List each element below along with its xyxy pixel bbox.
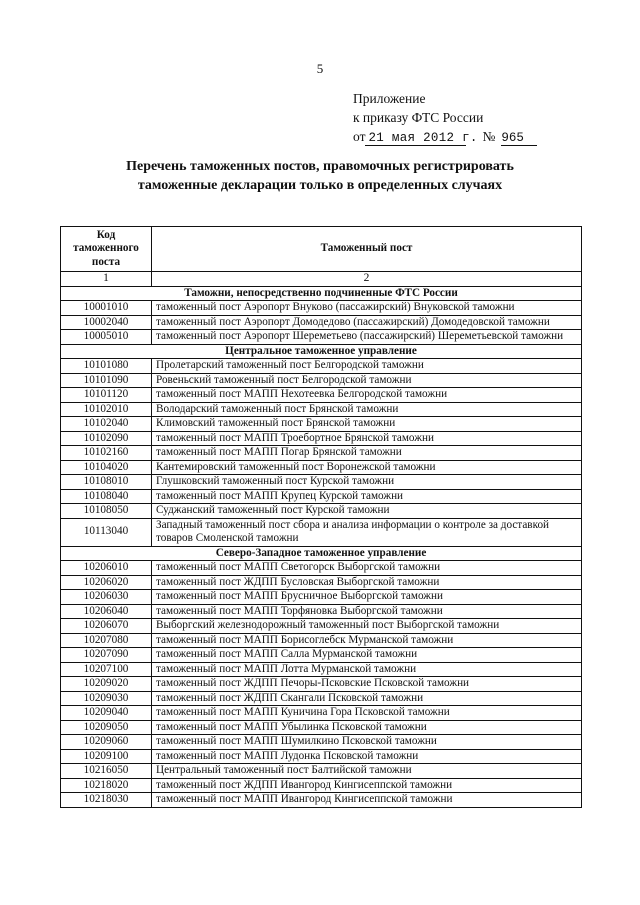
appendix-header <box>353 89 537 146</box>
post-code: 10207100 <box>61 662 152 677</box>
order-number-label: № <box>482 129 496 144</box>
post-name: таможенный пост МАПП Убылинка Псковской таможни <box>152 720 582 735</box>
column-header-code-line: таможенного <box>73 242 139 255</box>
post-name: таможенный пост МАПП Борисоглебск Мурманской таможни <box>152 633 582 648</box>
table-row <box>61 735 582 750</box>
post-code: 10005010 <box>61 330 152 345</box>
table-row <box>61 575 582 590</box>
appendix-line-1: Приложение <box>353 91 426 106</box>
column-header-code-line: поста <box>91 255 121 268</box>
table-row <box>61 373 582 388</box>
post-code: 10101080 <box>61 359 152 374</box>
section-title: Центральное таможенное управление <box>61 344 582 359</box>
post-code: 10102090 <box>61 431 152 446</box>
order-date-prefix: от <box>353 129 366 144</box>
customs-posts-table <box>60 226 582 808</box>
post-name: Пролетарский таможенный пост Белгородской таможни <box>152 359 582 374</box>
post-name: Западный таможенный пост сбора и анализа информации о контроле за доставкой товаров Смоленской таможни <box>152 518 582 546</box>
post-code: 10002040 <box>61 315 152 330</box>
post-name: таможенный пост МАПП Ивангород Кингисеппской таможни <box>152 793 582 808</box>
column-number: 1 <box>61 272 152 287</box>
post-code: 10108040 <box>61 489 152 504</box>
table-row <box>61 301 582 316</box>
table-row <box>61 691 582 706</box>
post-name: таможенный пост Аэропорт Шереметьево (пассажирский) Шереметьевской таможни <box>152 330 582 345</box>
table-row <box>61 388 582 403</box>
post-name: Климовский таможенный пост Брянской таможни <box>152 417 582 432</box>
document-title-line-2: таможенные декларации только в определенных случаях <box>137 178 503 193</box>
post-code: 10206040 <box>61 604 152 619</box>
section-title: Северо-Западное таможенное управление <box>61 546 582 561</box>
post-code: 10001010 <box>61 301 152 316</box>
post-name: таможенный пост МАПП Куничина Гора Псковской таможни <box>152 706 582 721</box>
table-row <box>61 749 582 764</box>
column-header-code-line: Код <box>96 228 116 241</box>
post-name: Глушковский таможенный пост Курской таможни <box>152 475 582 490</box>
table-row <box>61 764 582 779</box>
table-row <box>61 475 582 490</box>
table-row <box>61 460 582 475</box>
table-row <box>61 504 582 519</box>
post-name: таможенный пост МАПП Крупец Курской таможни <box>152 489 582 504</box>
section-title: Таможни, непосредственно подчиненные ФТС России <box>61 286 582 301</box>
post-name: таможенный пост МАПП Нехотеевка Белгородской таможни <box>152 388 582 403</box>
table-row <box>61 330 582 345</box>
post-name: Кантемировский таможенный пост Воронежской таможни <box>152 460 582 475</box>
post-name: таможенный пост ЖДПП Скангали Псковской таможни <box>152 691 582 706</box>
post-name: Суджанский таможенный пост Курской таможни <box>152 504 582 519</box>
column-header-code <box>61 227 152 272</box>
post-name: таможенный пост ЖДПП Ивангород Кингисеппской таможни <box>152 778 582 793</box>
table-row <box>61 677 582 692</box>
post-name: таможенный пост МАПП Салла Мурманской таможни <box>152 648 582 663</box>
appendix-line-2: к приказу ФТС России <box>353 110 484 125</box>
section-header-row <box>61 546 582 561</box>
order-number: 965 <box>501 131 537 146</box>
table-row <box>61 604 582 619</box>
table-row <box>61 778 582 793</box>
table-row <box>61 402 582 417</box>
section-header-row <box>61 286 582 301</box>
table-row <box>61 793 582 808</box>
post-code: 10101090 <box>61 373 152 388</box>
post-name: Центральный таможенный пост Балтийской таможни <box>152 764 582 779</box>
post-code: 10209050 <box>61 720 152 735</box>
post-name: таможенный пост МАПП Шумилкино Псковской таможни <box>152 735 582 750</box>
post-code: 10206070 <box>61 619 152 634</box>
table-row <box>61 518 582 546</box>
post-code: 10102010 <box>61 402 152 417</box>
table-row <box>61 417 582 432</box>
post-name: таможенный пост ЖДПП Бусловская Выборгской таможни <box>152 575 582 590</box>
table-row <box>61 619 582 634</box>
post-name: таможенный пост Аэропорт Внуково (пассажирский) Внуковской таможни <box>152 301 582 316</box>
table-row <box>61 720 582 735</box>
table-row <box>61 359 582 374</box>
post-name: таможенный пост МАПП Троебортное Брянской таможни <box>152 431 582 446</box>
post-name: таможенный пост МАПП Погар Брянской таможни <box>152 446 582 461</box>
post-name: Ровеньский таможенный пост Белгородской таможни <box>152 373 582 388</box>
table-row <box>61 431 582 446</box>
post-name: таможенный пост Аэропорт Домодедово (пассажирский) Домодедовской таможни <box>152 315 582 330</box>
table-row <box>61 662 582 677</box>
post-name: таможенный пост МАПП Торфяновка Выборгской таможни <box>152 604 582 619</box>
document-title-line-1: Перечень таможенных постов, правомочных регистрировать <box>126 159 514 174</box>
post-code: 10206020 <box>61 575 152 590</box>
post-name: таможенный пост МАПП Лотта Мурманской таможни <box>152 662 582 677</box>
column-number: 2 <box>152 272 582 287</box>
table-row <box>61 648 582 663</box>
section-header-row <box>61 344 582 359</box>
post-code: 10207080 <box>61 633 152 648</box>
post-code: 10101120 <box>61 388 152 403</box>
post-code: 10108010 <box>61 475 152 490</box>
table-row <box>61 706 582 721</box>
post-code: 10216050 <box>61 764 152 779</box>
post-code: 10102160 <box>61 446 152 461</box>
post-name: таможенный пост МАПП Лудонка Псковской таможни <box>152 749 582 764</box>
post-code: 10113040 <box>61 518 152 546</box>
table-row <box>61 590 582 605</box>
post-code: 10209030 <box>61 691 152 706</box>
post-code: 10209060 <box>61 735 152 750</box>
document-title <box>0 157 640 195</box>
column-number-row <box>61 272 582 287</box>
page-number: 5 <box>316 61 324 76</box>
post-name: таможенный пост ЖДПП Печоры-Псковские Псковской таможни <box>152 677 582 692</box>
post-code: 10209040 <box>61 706 152 721</box>
post-code: 10218030 <box>61 793 152 808</box>
post-name: таможенный пост МАПП Светогорск Выборгской таможни <box>152 561 582 576</box>
table-row <box>61 561 582 576</box>
post-code: 10206030 <box>61 590 152 605</box>
table-row <box>61 489 582 504</box>
table-row <box>61 446 582 461</box>
column-header-post: Таможенный пост <box>152 227 582 272</box>
order-line <box>353 127 537 146</box>
post-code: 10104020 <box>61 460 152 475</box>
post-code: 10209100 <box>61 749 152 764</box>
table-header-row <box>61 227 582 272</box>
table-body <box>61 286 582 807</box>
post-name: Володарский таможенный пост Брянской таможни <box>152 402 582 417</box>
post-code: 10207090 <box>61 648 152 663</box>
post-code: 10108050 <box>61 504 152 519</box>
post-code: 10102040 <box>61 417 152 432</box>
order-date: 21 мая 2012 г. <box>365 131 466 146</box>
post-name: Выборгский железнодорожный таможенный пост Выборгской таможни <box>152 619 582 634</box>
table-row <box>61 633 582 648</box>
post-code: 10209020 <box>61 677 152 692</box>
post-code: 10206010 <box>61 561 152 576</box>
post-code: 10218020 <box>61 778 152 793</box>
table-row <box>61 315 582 330</box>
post-name: таможенный пост МАПП Брусничное Выборгской таможни <box>152 590 582 605</box>
